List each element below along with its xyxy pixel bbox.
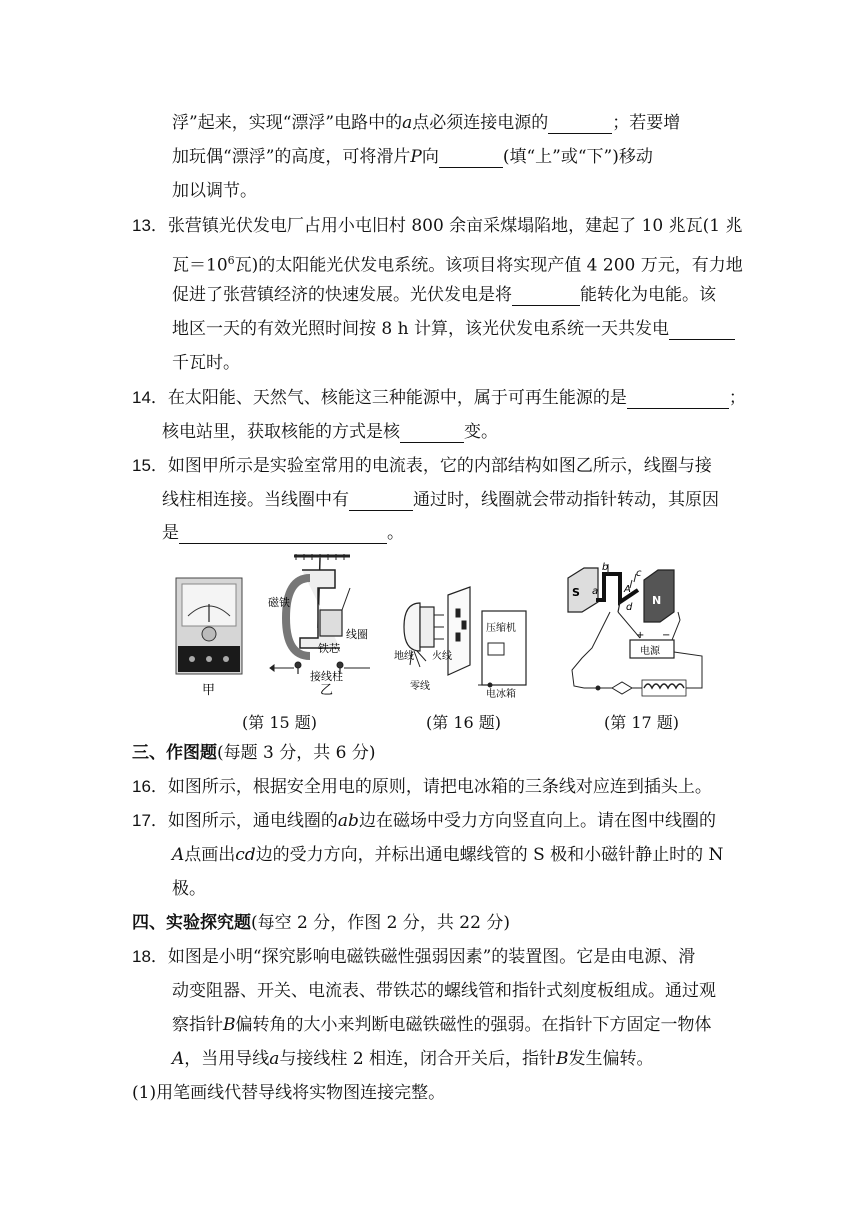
question-number: 18． bbox=[132, 947, 168, 966]
answer-blank[interactable] bbox=[627, 390, 729, 409]
q13-line-2: 瓦$=10^6$瓦)的太阳能光伏发电系统。该项目将实现产值 4 200 万元，有力地 bbox=[172, 254, 743, 276]
figure-17 bbox=[562, 560, 712, 700]
q17-line-3: 极。 bbox=[172, 879, 206, 899]
answer-blank[interactable] bbox=[349, 492, 413, 511]
q13-line-5: 千瓦时。 bbox=[172, 353, 240, 373]
answer-blank[interactable] bbox=[548, 115, 612, 134]
q12-line-3: 加以调节。 bbox=[172, 181, 257, 201]
label-power: 电源 bbox=[640, 646, 660, 657]
label-s-pole: S bbox=[572, 586, 580, 599]
ammeter-photo bbox=[176, 578, 242, 674]
motor-circuit bbox=[568, 564, 702, 696]
label-compressor: 压缩机 bbox=[486, 623, 516, 634]
label-minus: − bbox=[662, 630, 671, 641]
question-number: 16． bbox=[132, 777, 168, 796]
q18-line-1: 18．如图是小明“探究影响电磁铁磁性强弱因素”的装置图。它是由电源、滑 bbox=[132, 947, 696, 967]
label-a: a bbox=[592, 586, 599, 597]
q18-sub-1: (1)用笔画线代替导线将实物图连接完整。 bbox=[132, 1083, 446, 1103]
label-ground-wire: 地线 bbox=[394, 651, 414, 662]
figure-16 bbox=[390, 585, 540, 700]
question-number: 15． bbox=[132, 456, 168, 475]
label-neutral-wire: 零线 bbox=[410, 681, 430, 692]
label-magnet: 磁铁 bbox=[268, 596, 290, 609]
answer-blank[interactable] bbox=[400, 424, 464, 443]
label-d: d bbox=[626, 602, 633, 613]
question-number: 14． bbox=[132, 388, 168, 407]
q18-line-4: A，当用导线a与接线柱 2 相连，闭合开关后，指针B发生偏转。 bbox=[172, 1049, 654, 1069]
q14-line-2: 核电站里，获取核能的方式是核 变。 bbox=[162, 422, 498, 442]
q13-line-4: 地区一天的有效光照时间按 8 h 计算，该光伏发电系统一天共发电 bbox=[172, 318, 735, 340]
plug-and-socket bbox=[404, 587, 526, 687]
question-number: 13． bbox=[132, 216, 168, 235]
question-number: 17． bbox=[132, 811, 168, 830]
answer-blank[interactable] bbox=[669, 321, 735, 340]
answer-blank[interactable] bbox=[439, 149, 503, 168]
caption-fig15: (第 15 题) bbox=[242, 713, 318, 732]
label-c: c bbox=[636, 568, 642, 579]
section-4-heading: 四、实验探究题(每空 2 分，作图 2 分，共 22 分) bbox=[132, 913, 510, 933]
label-terminal: 接线柱 bbox=[310, 670, 343, 683]
label-fridge: 电冰箱 bbox=[486, 689, 516, 700]
label-core: 铁芯 bbox=[318, 642, 340, 655]
q13-line-3: 促进了张营镇经济的快速发展。光伏发电是将 能转化为电能。该 bbox=[172, 285, 716, 305]
caption-fig17: (第 17 题) bbox=[604, 713, 680, 732]
label-yi: 乙 bbox=[320, 683, 334, 698]
label-coil: 线圈 bbox=[346, 628, 368, 641]
caption-fig16: (第 16 题) bbox=[426, 713, 502, 732]
q18-line-3: 察指针B偏转角的大小来判断电磁铁磁性的强弱。在指针下方固定一物体 bbox=[172, 1015, 712, 1035]
q12-line-1: 浮”起来，实现“漂浮”电路中的a点必须连接电源的 ；若要增 bbox=[172, 113, 681, 133]
q17-line-2: A点画出cd边的受力方向，并标出通电螺线管的 S 极和小磁针静止时的 N bbox=[172, 845, 724, 865]
label-jia: 甲 bbox=[202, 683, 216, 698]
q12-line-2: 加玩偶“漂浮”的高度，可将滑片P向 (填“上”或“下”)移动 bbox=[172, 147, 653, 167]
answer-blank[interactable] bbox=[512, 287, 580, 306]
label-point-a: A bbox=[624, 584, 631, 595]
q15-line-3: 是 。 bbox=[162, 523, 404, 543]
ammeter-structure bbox=[270, 554, 370, 674]
label-live-wire: 火线 bbox=[432, 651, 452, 662]
q16-line-1: 16．如图所示，根据安全用电的原则，请把电冰箱的三条线对应连到插头上。 bbox=[132, 777, 712, 797]
label-n-pole: N bbox=[652, 594, 662, 607]
q15-line-1: 15．如图甲所示是实验室常用的电流表，它的内部结构如图乙所示，线圈与接 bbox=[132, 456, 712, 476]
q13-line-1: 13．张营镇光伏发电厂占用小屯旧村 800 余亩采煤塌陷地，建起了 10 兆瓦(1 兆 bbox=[132, 216, 743, 236]
q17-line-1: 17．如图所示，通电线圈的ab边在磁场中受力方向竖直向上。请在图中线圈的 bbox=[132, 811, 716, 831]
figure-15 bbox=[170, 548, 390, 698]
answer-blank[interactable] bbox=[179, 525, 387, 544]
q14-line-1: 14．在太阳能、天然气、核能这三种能源中，属于可再生能源的是 ； bbox=[132, 388, 746, 408]
q15-line-2: 线柱相连接。当线圈中有 通过时，线圈就会带动指针转动，其原因 bbox=[162, 490, 719, 510]
label-plus: + bbox=[636, 630, 645, 641]
label-b: b bbox=[602, 562, 609, 573]
section-3-heading: 三、作图题(每题 3 分，共 6 分) bbox=[132, 743, 376, 763]
q18-line-2: 动变阻器、开关、电流表、带铁芯的螺线管和指针式刻度板组成。通过观 bbox=[172, 981, 716, 1001]
